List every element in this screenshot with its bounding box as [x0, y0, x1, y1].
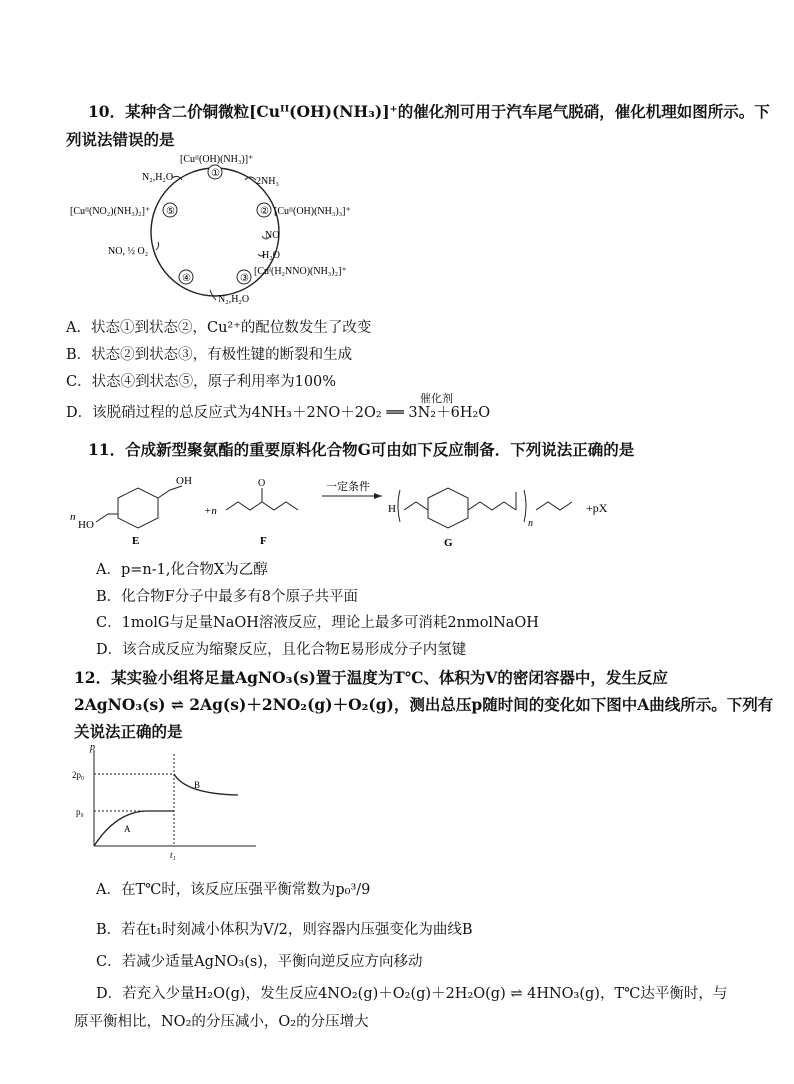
axis-p-label: p	[90, 742, 95, 753]
catalyst-label: 催化剂	[420, 393, 453, 405]
q11-option-c: C．1molG与足量NaOH溶液反应，理论上最多可消耗2nmolNaOH	[96, 615, 539, 631]
state-4-marker: ④	[182, 273, 191, 284]
species-3-label: [Cuᴵ(H₂NNO)(NH₃)₂]⁺	[254, 266, 347, 277]
compound-f-label: F	[260, 535, 267, 547]
state-2-marker: ②	[260, 206, 269, 217]
q10-stem-line1: 10．某种含二价铜微粒[Cuᴵᴵ(OH)(NH₃)]⁺的催化剂可用于汽车尾气脱硝，催化机理如图所示。下	[88, 102, 770, 121]
product-n2-h2o-bottom-label: N₂,H₂O	[218, 294, 250, 305]
q12-stem-line2: 2AgNO₃(s) ⇌ 2Ag(s)＋2NO₂(g)＋O₂(g)，测出总压p随时间的变化如下图中A曲线所示。下列有	[74, 695, 774, 714]
state-3-marker: ③	[240, 273, 249, 284]
q12-stem-line1: 12．某实验小组将足量AgNO₃(s)置于温度为T℃、体积为V的密闭容器中，发生反应	[74, 668, 668, 687]
f-coefficient: +n	[204, 505, 217, 517]
q11-option-d: D．该合成反应为缩聚反应，且化合物E易形成分子内氢键	[96, 642, 467, 658]
p0-tick: p₀	[76, 807, 84, 817]
product-n2-h2o-top-label: N₂,H₂O	[142, 172, 174, 183]
q11-reaction-scheme	[66, 466, 666, 552]
reactant-nh3-label: 2NH₃	[256, 176, 279, 187]
q12-option-d-line1: D．若充入少量H₂O(g)，发生反应4NO₂(g)＋O₂(g)＋2H₂O(g) ⇌ 4HNO₃(g)，T℃达平衡时，与	[96, 986, 728, 1002]
q12-pressure-graph	[66, 742, 266, 862]
q11-option-a: A．p=n-1,化合物X为乙醇	[96, 562, 268, 578]
state-1-marker: ①	[211, 168, 220, 179]
t1-tick: t₁	[170, 850, 176, 860]
q10-option-a: A．状态①到状态②，Cu²⁺的配位数发生了改变	[66, 320, 372, 336]
q10-mechanism-diagram	[60, 150, 390, 310]
q12-option-b: B．若在t₁时刻减小体积为V/2，则容器内压强变化为曲线B	[96, 922, 473, 938]
q10-option-c: C．状态④到状态⑤，原子利用率为100%	[66, 374, 337, 390]
q12-option-d-line2: 原平衡相比，NO₂的分压减小，O₂的分压增大	[74, 1014, 369, 1030]
species-1-label: [Cuᴵᴵ(OH)(NH₃)]⁺	[180, 154, 254, 165]
q12-option-a: A．在T℃时，该反应压强平衡常数为p₀³/9	[96, 882, 371, 898]
reaction-condition: 一定条件	[326, 481, 370, 493]
state-5-marker: ⑤	[166, 206, 175, 217]
compound-g-label: G	[444, 537, 453, 549]
reactant-no-o2-label: NO, ½ O₂	[108, 246, 149, 257]
e-coefficient: n	[70, 511, 76, 523]
q10-option-b: B．状态②到状态③，有极性键的断裂和生成	[66, 347, 353, 363]
curve-b-label: B	[194, 780, 201, 790]
q10-stem-line2: 列说法错误的是	[66, 130, 175, 149]
curve-a-label: A	[124, 824, 131, 834]
two-p0-tick: 2p₀	[72, 770, 85, 780]
compound-e-label: E	[132, 535, 140, 547]
species-2-label: [Cuᴵᴵ(OH)(NH₃)₃]⁺	[274, 206, 351, 217]
g-h-end: H	[388, 503, 396, 515]
e-ho-group: HO	[78, 519, 94, 531]
e-oh-group: OH	[176, 475, 192, 487]
q10-option-d: D．该脱硝过程的总反应式为4NH₃＋2NO＋2O₂ ══ 3N₂＋6H₂O	[66, 405, 491, 421]
q11-stem: 11．合成新型聚氨酯的重要原料化合物G可由如下反应制备．下列说法正确的是	[88, 440, 635, 459]
q11-option-b: B．化合物F分子中最多有8个原子共平面	[96, 589, 358, 605]
q12-stem-line3: 关说法正确的是	[74, 722, 183, 741]
byproduct-px: +pX	[586, 501, 608, 515]
reactant-no-label: NO	[265, 230, 280, 241]
f-carbonyl-o: O	[258, 478, 266, 489]
product-h2o-label: H₂O	[262, 250, 280, 261]
q12-option-c: C．若减少适量AgNO₃(s)，平衡向逆反应方向移动	[96, 954, 423, 970]
species-5-label: [Cuᴵᴵ(NO₂)(NH₃)₂]⁺	[70, 206, 151, 217]
g-repeat-n: n	[528, 518, 533, 529]
